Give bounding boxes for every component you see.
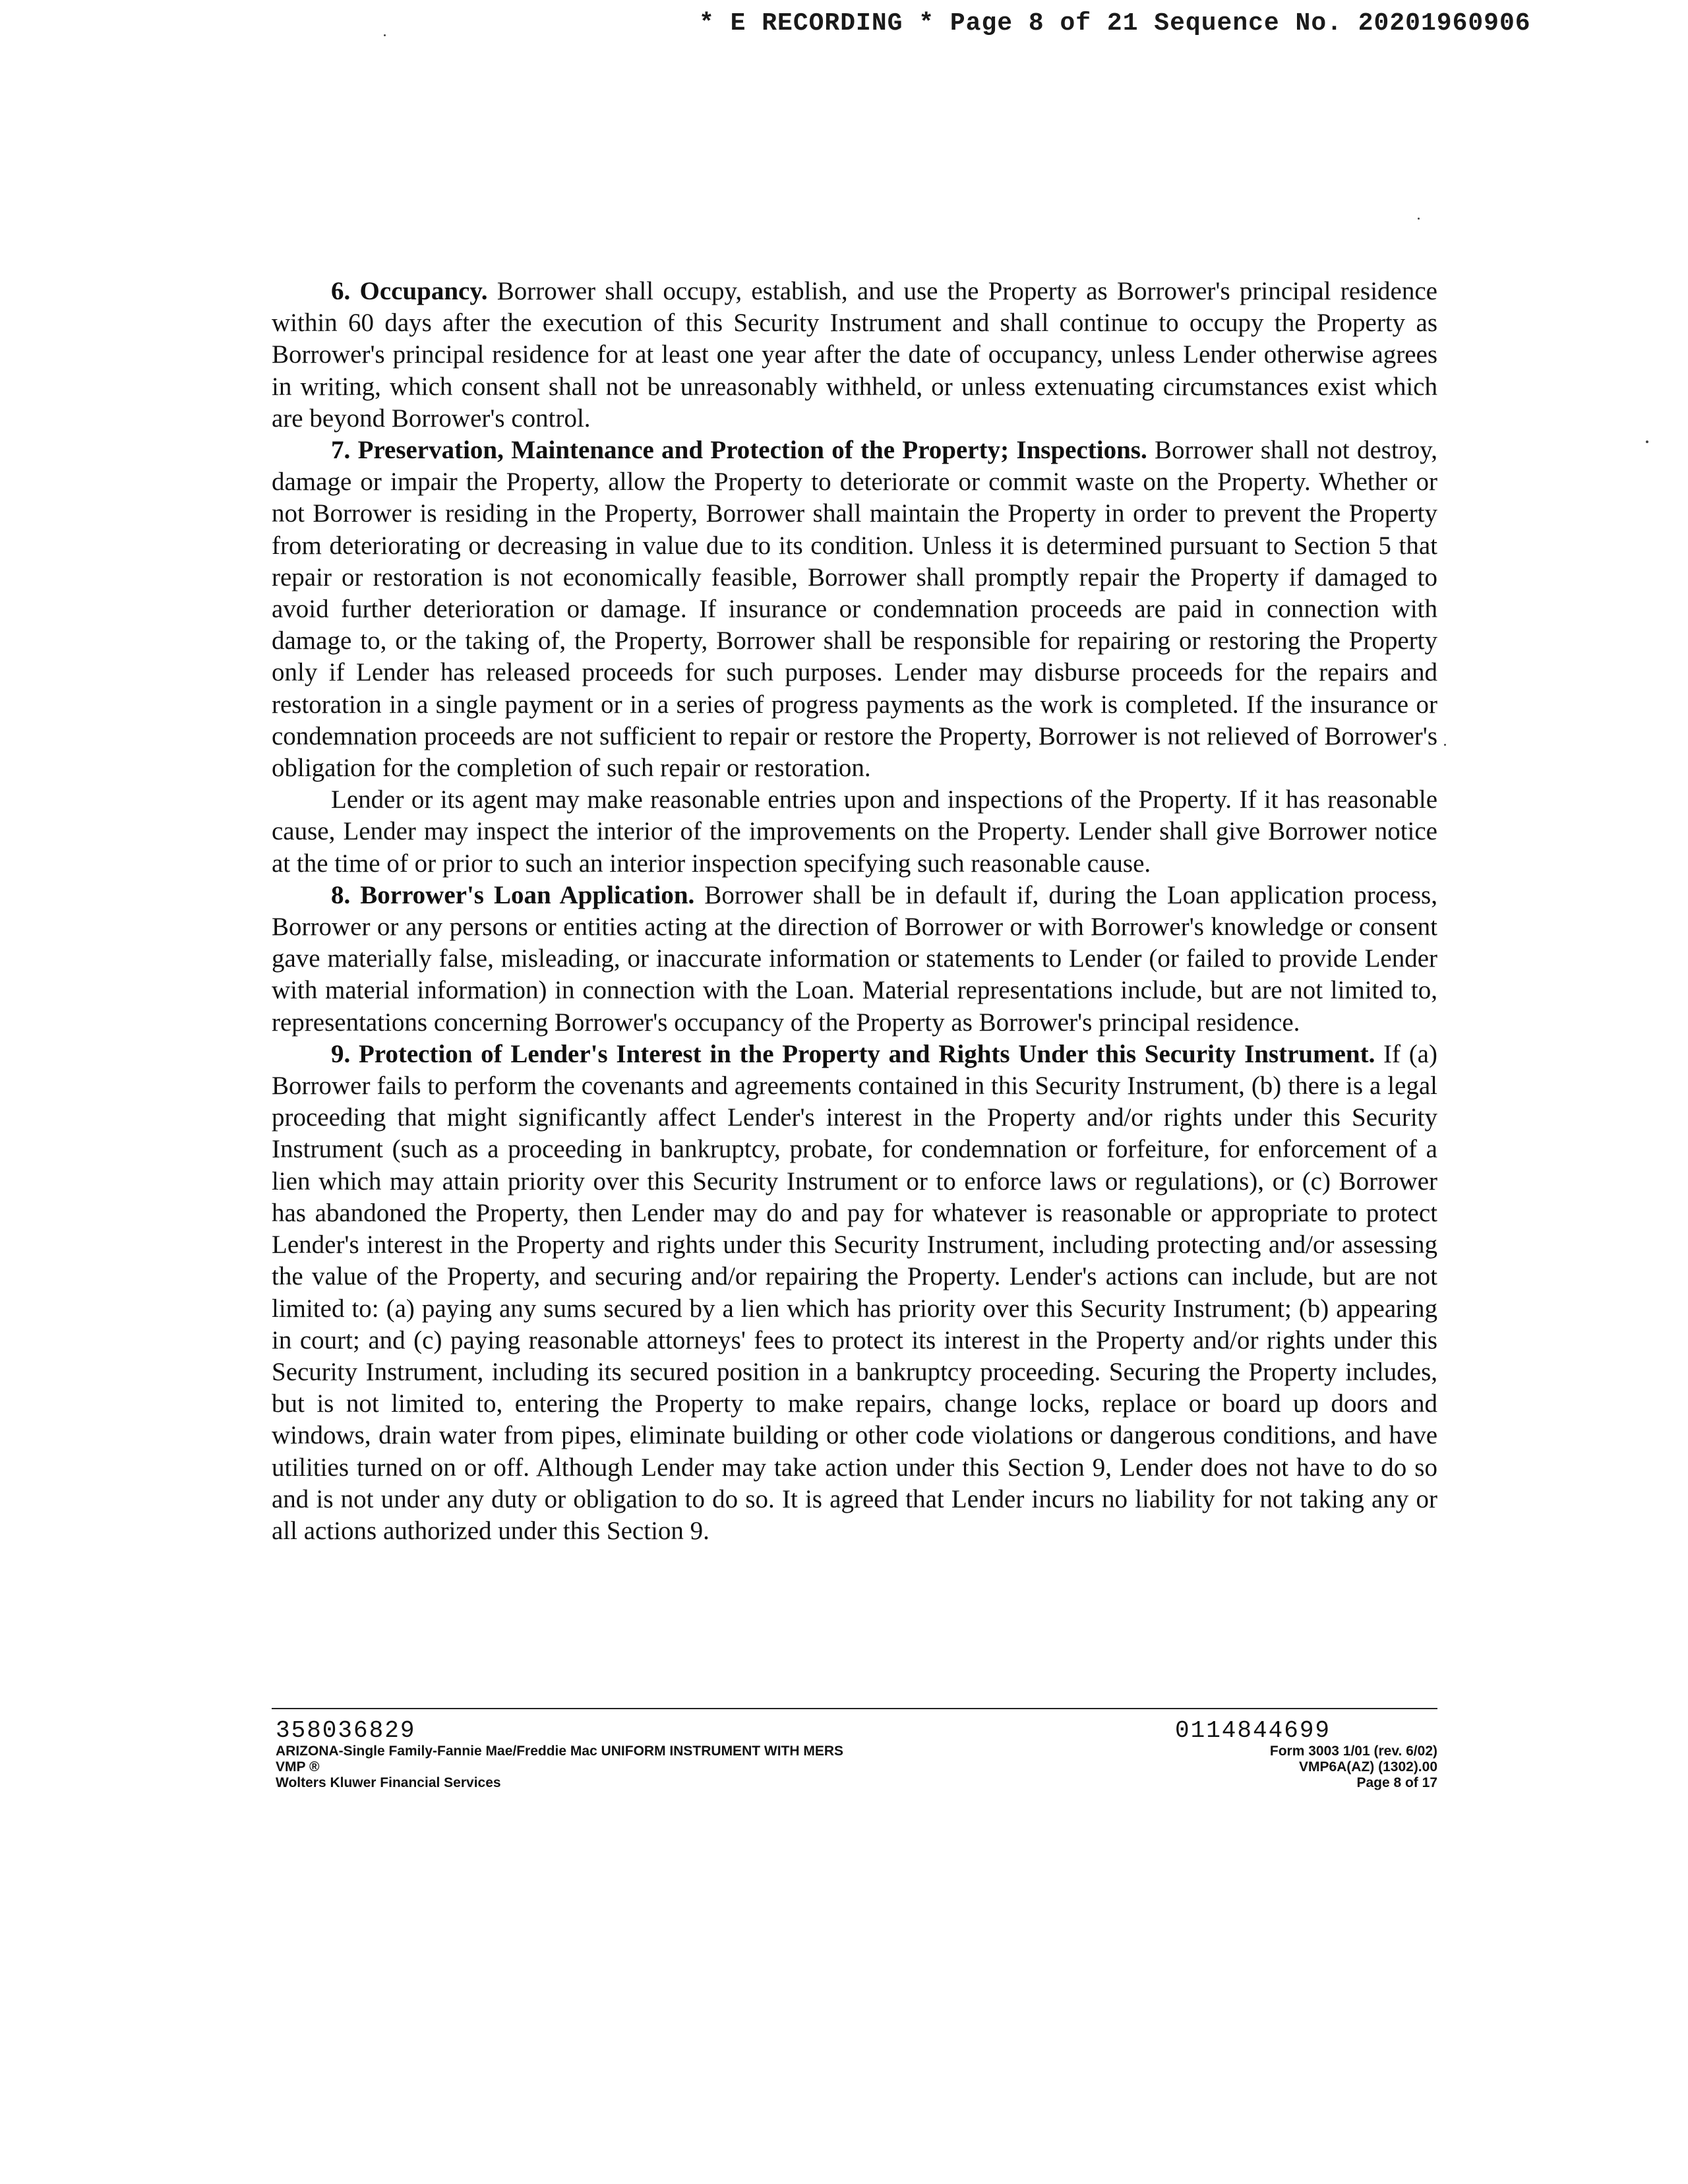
section-7-text: Borrower shall not destroy, damage or impair the Property, allow the Property to deteriorate or commit waste on the Property. Whether or not Borrower is residing in the Property, Borrower shall maintain the Property in order to prevent the Property from deteriorating or decreasing in value due to its condition. Unless it is determined pursuant to Section 5 that repair or restoration is not economically feasible, Borrower shall promptly repair the Property if damaged to avoid further deterioration or damage. If insurance or condemnation proceeds are paid in connection with damage to, or the taking of, the Property, Borrower shall be responsible for repairing or restoring the Property only if Lender has released proceeds for such purposes. Lender may disburse proceeds for the repairs and restoration in a single payment or in a series of progress payments as the work is completed. If the insurance or condemnation proceeds are not sufficient to repair or restore the Property, Borrower is not relieved of Borrower's obligation for the completion of such repair or restoration. [272, 436, 1437, 783]
paragraph-protection [272, 1039, 1437, 1547]
recording-header: * E RECORDING * Page 8 of 21 Sequence No. 20201960906 [699, 9, 1531, 38]
section-6-heading: 6. Occupancy. [331, 277, 488, 305]
footer-publisher: Wolters Kluwer Financial Services [276, 1775, 501, 1790]
section-7-inspection-text: Lender or its agent may make reasonable entries upon and inspections of the Property. If it has reasonable cause, Lender may inspect the interior of the improvements on the Property. Lender shall give Borrower notice at the time of or prior to such an interior inspection specifying such reasonable cause. [272, 785, 1437, 878]
section-8-heading: 8. Borrower's Loan Application. [331, 880, 695, 909]
paragraph-loan-application [272, 880, 1437, 1039]
footer-right [1029, 1718, 1437, 1791]
footer-divider [272, 1708, 1437, 1709]
footer-form-title: ARIZONA-Single Family-Fannie Mae/Freddie Mac UNIFORM INSTRUMENT WITH MERS [276, 1744, 844, 1759]
footer-left-number: 358036829 [276, 1717, 416, 1744]
document-body [272, 276, 1437, 1547]
footer-left [276, 1718, 1001, 1791]
paragraph-occupancy [272, 276, 1437, 435]
paragraph-inspection [272, 784, 1437, 880]
footer-form-code: VMP6A(AZ) (1302).00 [1298, 1759, 1437, 1774]
section-7-heading: 7. Preservation, Maintenance and Protection of the Property; Inspections. [331, 436, 1147, 465]
section-6-text: Borrower shall occupy, establish, and use the Property as Borrower's principal residence within 60 days after the execution of this Security Instrument and shall continue to occupy the Property as Borrower's principal residence for at least one year after the date of occupancy, unless Lender otherwise agrees in writing, which consent shall not be unreasonably withheld, or unless extenuating circumstances exist which are beyond Borrower's control. [272, 277, 1437, 433]
footer-right-number: 0114844699 [1175, 1717, 1331, 1744]
section-8-text: Borrower shall be in default if, during the Loan application process, Borrower or any persons or entities acting at the direction of Borrower or with Borrower's knowledge or consent gave materially false, misleading, or inaccurate information or statements to Lender (or failed to provide Lender with material information) in connection with the Loan. Material representations include, but are not limited to, representations concerning Borrower's occupancy of the Property as Borrower's principal residence. [272, 880, 1437, 1037]
footer-vmp: VMP ® [276, 1759, 320, 1774]
paragraph-preservation [272, 435, 1437, 784]
section-9-heading: 9. Protection of Lender's Interest in the Property and Rights Under this Security Instrument. [331, 1039, 1375, 1068]
footer-form-number: Form 3003 1/01 (rev. 6/02) [1269, 1744, 1437, 1759]
footer-page-of: Page 8 of 17 [1356, 1775, 1437, 1790]
section-9-text: If (a) Borrower fails to perform the covenants and agreements contained in this Security Instrument, (b) there is a legal proceeding that might significantly affect Lender's interest in the Property and/or rights under this Security Instrument (such as a proceeding in bankruptcy, probate, for condemnation or forfeiture, for enforcement of a lien which may attain priority over this Security Instrument or to enforce laws or regulations), or (c) Borrower has abandoned the Property, then Lender may do and pay for whatever is reasonable or appropriate to protect Lender's interest in the Property and rights under this Security Instrument, including protecting and/or assessing the value of the Property, and securing and/or repairing the Property. Lender's actions can include, but are not limited to: (a) paying any sums secured by a lien which has priority over this Security Instrument; (b) appearing in court; and (c) paying reasonable attorneys' fees to protect its interest in the Property and/or rights under this Security Instrument, including its secured position in a bankruptcy proceeding. Securing the Property includes, but is not limited to, entering the Property to make repairs, change locks, replace or board up doors and windows, drain water from pipes, eliminate building or other code violations or dangerous conditions, and have utilities turned on or off. Although Lender may take action under this Section 9, Lender does not have to do so and is not under any duty or obligation to do so. It is agreed that Lender incurs no liability for not taking any or all actions authorized under this Section 9. [272, 1039, 1437, 1545]
